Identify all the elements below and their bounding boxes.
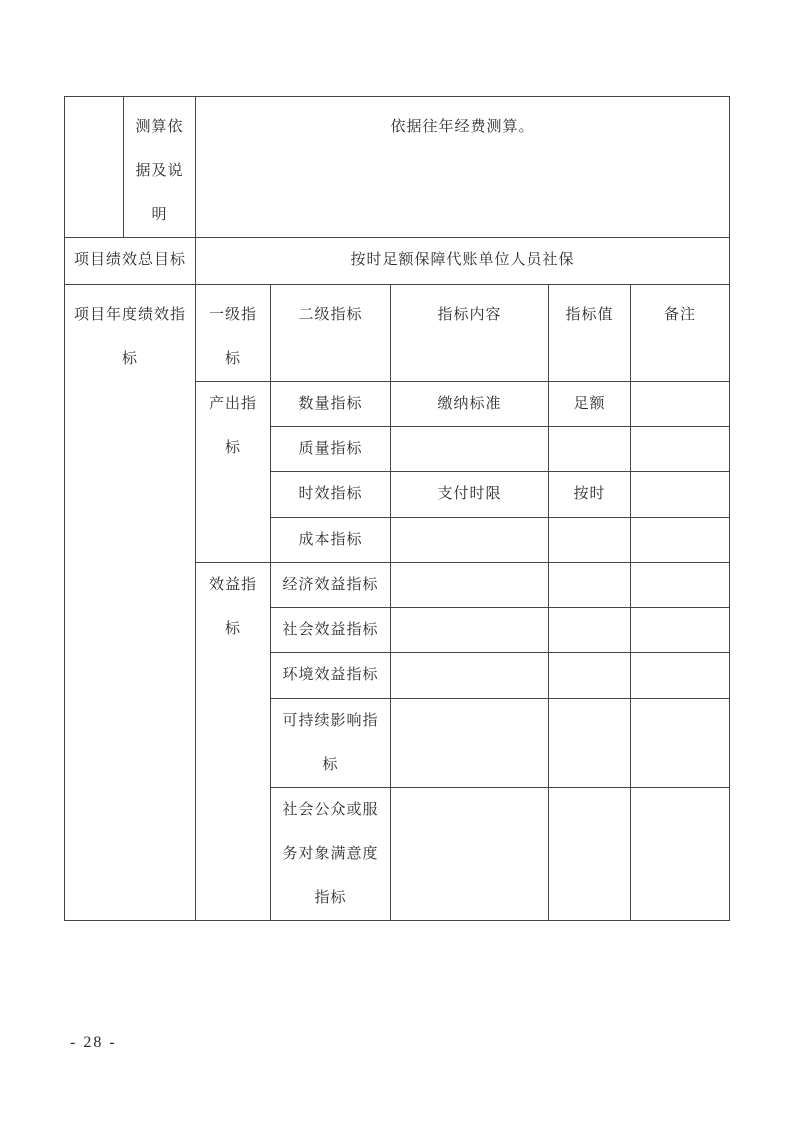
cell-content: [391, 788, 549, 921]
overall-goal-value: 按时足额保障代账单位人员社保: [196, 238, 730, 285]
cell-value: [549, 699, 631, 788]
cell-note: [631, 518, 730, 563]
calc-basis-value: 依据往年经费测算。: [196, 97, 730, 238]
table-row: [65, 238, 730, 285]
header-note: 备注: [631, 285, 730, 382]
cell-note: [631, 382, 730, 427]
cell-level2: 时效指标: [271, 472, 391, 518]
cell-content: [391, 518, 549, 563]
cell-content: [391, 608, 549, 653]
cell-note: [631, 472, 730, 518]
group-output-label: 产出指标: [196, 382, 271, 563]
cell-level2: 质量指标: [271, 427, 391, 472]
cell-level2: 社会效益指标: [271, 608, 391, 653]
cell-value: 足额: [549, 382, 631, 427]
cell-note: [631, 653, 730, 699]
cell-value: 按时: [549, 472, 631, 518]
performance-indicator-table: [64, 96, 730, 921]
cell-note: [631, 608, 730, 653]
overall-goal-label: 项目绩效总目标: [65, 238, 196, 285]
cell-content: [391, 563, 549, 608]
group-benefit-label: 效益指标: [196, 563, 271, 921]
cell-note: [631, 699, 730, 788]
header-value: 指标值: [549, 285, 631, 382]
cell-note: [631, 563, 730, 608]
header-content: 指标内容: [391, 285, 549, 382]
cell-level2: 环境效益指标: [271, 653, 391, 699]
cell-level2: 社会公众或服务对象满意度指标: [271, 788, 391, 921]
cell-note: [631, 788, 730, 921]
cell-level2: 可持续影响指标: [271, 699, 391, 788]
cell-level2: 数量指标: [271, 382, 391, 427]
cell-content: [391, 427, 549, 472]
page-number: - 28 -: [70, 1034, 117, 1051]
cell-level2: 经济效益指标: [271, 563, 391, 608]
empty-spanner-cell: [65, 97, 124, 238]
cell-value: [549, 518, 631, 563]
cell-value: [549, 608, 631, 653]
cell-content: 缴纳标准: [391, 382, 549, 427]
cell-value: [549, 653, 631, 699]
cell-content: [391, 699, 549, 788]
header-level1: 一级指标: [196, 285, 271, 382]
cell-value: [549, 563, 631, 608]
cell-level2: 成本指标: [271, 518, 391, 563]
table-header-row: [65, 285, 730, 382]
cell-value: [549, 788, 631, 921]
table-row: [65, 97, 730, 238]
cell-content: [391, 653, 549, 699]
cell-value: [549, 427, 631, 472]
cell-note: [631, 427, 730, 472]
header-level2: 二级指标: [271, 285, 391, 382]
cell-content: 支付时限: [391, 472, 549, 518]
calc-basis-label: 测算依据及说明: [124, 97, 196, 238]
annual-indicators-label: 项目年度绩效指标: [65, 285, 196, 921]
